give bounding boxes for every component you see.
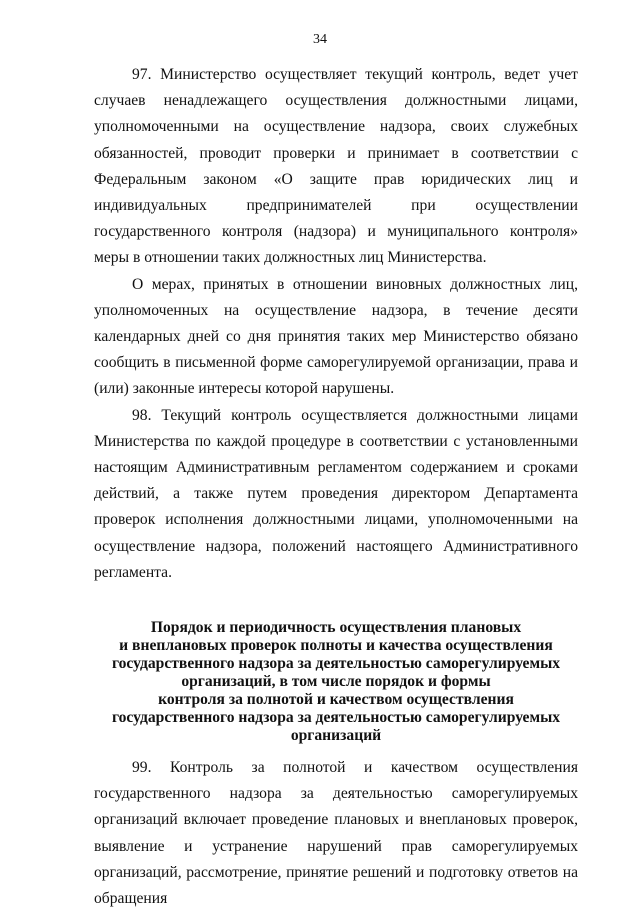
section-heading-line: и внеплановых проверок полноты и качества осуществления bbox=[119, 637, 553, 655]
section-heading-line: организаций bbox=[290, 727, 382, 745]
document-body bbox=[94, 62, 578, 912]
section-heading-line: государственного надзора за деятельностью саморегулируемых bbox=[111, 709, 561, 727]
section-heading-line: Порядок и периодичность осуществления плановых bbox=[150, 619, 522, 637]
section-heading-line: контроля за полнотой и качеством осуществления bbox=[158, 691, 514, 709]
section-heading bbox=[94, 619, 578, 745]
paragraph-98: 98. Текущий контроль осуществляется должностными лицами Министерства по каждой процедуре в соответствии с установленными настоящим Административным регламентом содержанием и сроками действий, а также путем проведения директором Департамента проверок исполнения должностными лицами, уполномоченными на осуществление надзора, положений настоящего Административного регламента. bbox=[94, 406, 578, 581]
section-heading-line: организаций, в том числе порядок и формы bbox=[181, 673, 491, 691]
section-heading-line: государственного надзора за деятельностью саморегулируемых bbox=[111, 655, 561, 673]
paragraph-97-measures: О мерах, принятых в отношении виновных должностных лиц, уполномоченных на осуществление надзора, в течение десяти календарных дней со дня принятия таких мер Министерство обязано сообщить в письменной форме саморегулируемой организации, права и (или) законные интересы которой нарушены. bbox=[94, 275, 578, 398]
paragraph-97: 97. Министерство осуществляет текущий контроль, ведет учет случаев ненадлежащего осуществления должностными лицами, уполномоченными на осуществление надзора, своих служебных обязанностей, проводит проверки и принимает в соответствии с Федеральным законом «О защите прав юридических лиц и индивидуальных предпринимателей при осуществлении государственного контроля (надзора) и муниципального контроля» меры в отношении таких должностных лиц Министерства. bbox=[94, 66, 578, 267]
page-number: 34 bbox=[313, 32, 327, 47]
paragraph-99: 99. Контроль за полнотой и качеством осуществления государственного надзора за деятельностью саморегулируемых организаций включает проведение плановых и внеплановых проверок, выявление и устранение нарушений прав саморегулируемых организаций, рассмотрение, принятие решений и подготовку ответов на обращения bbox=[94, 759, 578, 908]
